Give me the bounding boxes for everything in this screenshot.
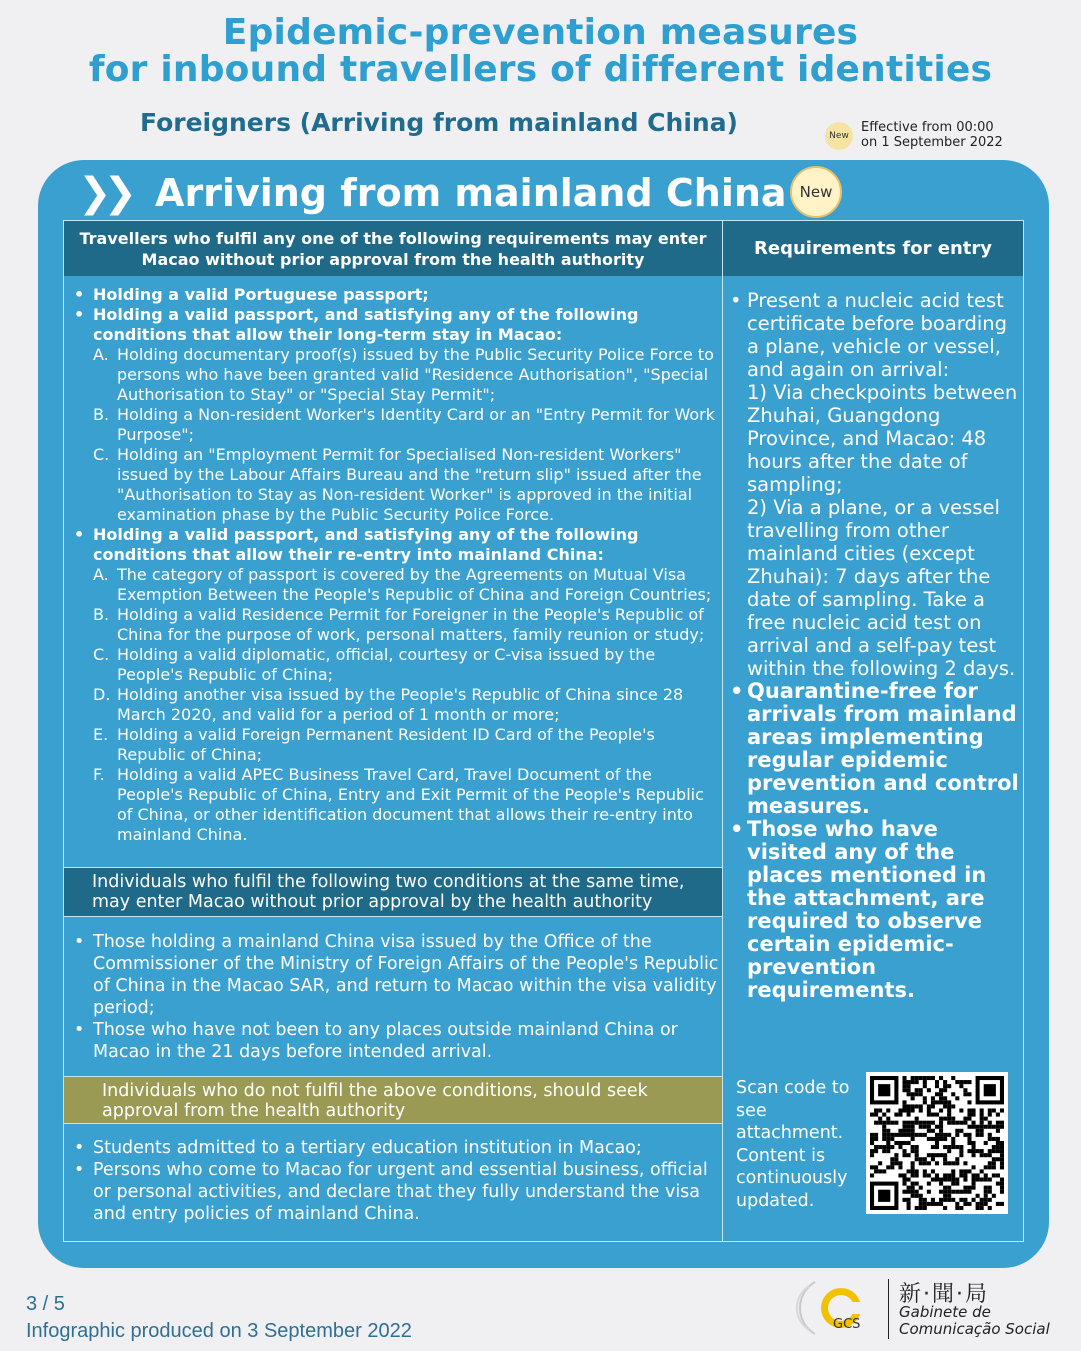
- sub-item-text: Holding an "Employment Permit for Specialised Non-resident Workers" issued by the Labour Affairs Bureau and the "return slip" issued after the "Authorisation to Stay as Non-resident Worker" is approved in the initial examination phase by the Public Security Police Force.: [117, 445, 702, 524]
- list-item: • Holding a valid Portuguese passport;: [74, 285, 719, 305]
- sub-item-text: Holding a valid diplomatic, official, courtesy or C-visa issued by the People's Republic of China;: [117, 645, 656, 684]
- logo-chinese-name: 新·聞·局: [899, 1282, 989, 1307]
- list-item: • Students admitted to a tertiary education institution in Macao;: [74, 1137, 719, 1159]
- list-item: • Holding a valid passport, and satisfying any of the following conditions that allow their re-entry into mainland China:: [74, 525, 719, 565]
- new-badge: New: [790, 166, 842, 218]
- sub-item: [74, 605, 719, 645]
- sub-item-letter: D.: [93, 685, 111, 704]
- sub-item-letter: C.: [93, 645, 110, 664]
- sub-item-letter: E.: [93, 725, 109, 744]
- double-chevron-icon: ❯❯: [78, 170, 130, 216]
- sub-item-letter: A.: [93, 565, 109, 584]
- qr-code-pattern: [870, 1076, 1004, 1210]
- list-item: • Those holding a mainland China visa issued by the Office of the Commissioner of the Ministry of Foreign Affairs of the People's Republic of China in the Macao SAR, and return to Macao within the visa validity period;: [74, 931, 719, 1019]
- table-header-left: Travellers who fulfil any one of the following requirements may enter Macao without prior approval from the health authority: [64, 221, 722, 276]
- gcs-logo-icon: [793, 1272, 865, 1344]
- requirement-text: 2) Via a plane, or a vessel travelling from other mainland cities (except Zhuhai): 7 days after the date of sampling. Take a free nucleic acid test on arrival and a self-pay test within the following 2 days.: [747, 496, 1016, 680]
- sub-item: [74, 765, 719, 845]
- effective-line-1: Effective from 00:00: [861, 120, 994, 135]
- sub-item: [74, 405, 719, 445]
- sub-item: [74, 645, 719, 685]
- sub-item-text: Holding documentary proof(s) issued by the Public Security Police Force to persons who have been granted valid "Residence Authorisation", "Special Authorisation to Stay" or "Special Stay Permit";: [117, 345, 714, 404]
- scan-instructions: Scan code to see attachment. Content is continuously updated.: [736, 1078, 850, 1211]
- logo-pt-line-1: Gabinete de: [899, 1303, 991, 1321]
- effective-line-2: on 1 September 2022: [861, 135, 1003, 150]
- list-item: • Those who have not been to any places outside mainland China or Macao in the 21 days before intended arrival.: [74, 1019, 719, 1063]
- sub-item-text: Holding a valid Residence Permit for Foreigner in the People's Republic of China for the purpose of work, personal matters, family reunion or study;: [117, 605, 705, 644]
- sub-item-letter: C.: [93, 445, 110, 464]
- sub-item-letter: A.: [93, 345, 109, 364]
- title-line-2: for inbound travellers of different identities: [88, 49, 993, 90]
- requirement-item: • Those who have visited any of the places mentioned in the attachment, are required to observe certain epidemic-prevention requirements.: [730, 818, 1020, 1002]
- panel-header: [78, 166, 787, 220]
- sub-item: [74, 565, 719, 605]
- table-header-right: Requirements for entry: [723, 221, 1023, 276]
- panel-title: Arriving from mainland China: [155, 171, 787, 215]
- section2-list: [74, 931, 719, 1063]
- section3-list: [74, 1137, 719, 1225]
- title-line-1: Epidemic-prevention measures: [222, 12, 859, 53]
- sub-item-letter: B.: [93, 405, 110, 424]
- sub-item-letter: F.: [93, 765, 105, 784]
- page-title: [0, 14, 1081, 88]
- sub-item: [74, 445, 719, 525]
- requirement-item: • Quarantine-free for arrivals from mainland areas implementing regular epidemic prevention and control measures.: [730, 680, 1020, 818]
- entry-requirements: [730, 289, 1020, 1002]
- section2-header: Individuals who fulfil the following two conditions at the same time, may enter Macao without prior approval by the health authority: [64, 867, 722, 917]
- effective-date: [861, 120, 1003, 150]
- sub-item-text: Holding a valid Foreign Permanent Resident ID Card of the People's Republic of China;: [117, 725, 655, 764]
- section3-header: Individuals who do not fulfil the above conditions, should seek approval from the health authority: [64, 1076, 722, 1124]
- logo-portuguese-name: [899, 1304, 1050, 1338]
- sub-item: [74, 345, 719, 405]
- requirement-item: [730, 289, 1020, 680]
- section1-list: [74, 285, 719, 845]
- logo-divider: [888, 1279, 889, 1339]
- sub-item-text: Holding a valid APEC Business Travel Card, Travel Document of the People's Republic of China, Entry and Exit Permit of the People's Republic of China, or other identification document that allows their re-entry into mainland China.: [117, 765, 704, 844]
- logo-pt-line-2: Comunicação Social: [899, 1320, 1050, 1338]
- new-badge-small: New: [825, 122, 853, 150]
- sub-item-text: Holding a Non-resident Worker's Identity Card or an "Entry Permit for Work Purpose";: [117, 405, 715, 444]
- table-column-divider: [722, 220, 723, 1242]
- sub-item-text: The category of passport is covered by the Agreements on Mutual Visa Exemption Between the People's Republic of China and Foreign Countries;: [117, 565, 712, 604]
- production-date: Infographic produced on 3 September 2022: [26, 1320, 412, 1342]
- qr-code[interactable]: [866, 1072, 1008, 1214]
- list-item: • Holding a valid passport, and satisfying any of the following conditions that allow their long-term stay in Macao:: [74, 305, 719, 345]
- sub-item-letter: B.: [93, 605, 110, 624]
- sub-item: [74, 685, 719, 725]
- logo-mark-text: GCS: [833, 1317, 861, 1332]
- requirement-text: 1) Via checkpoints between Zhuhai, Guangdong Province, and Macao: 48 hours after the date of sampling;: [747, 381, 1018, 496]
- sub-item-text: Holding another visa issued by the People's Republic of China since 28 March 2020, and valid for a period of 1 month or more;: [117, 685, 684, 724]
- sub-item: [74, 725, 719, 765]
- page-number: 3 / 5: [26, 1293, 65, 1315]
- list-item: • Persons who come to Macao for urgent and essential business, official or personal activities, and declare that they fully understand the visa and entry policies of mainland China.: [74, 1159, 719, 1225]
- requirement-text: • Present a nucleic acid test certificate before boarding a plane, vehicle or vessel, and again on arrival:: [747, 289, 1008, 381]
- footer: [26, 1291, 412, 1345]
- page-subtitle: Foreigners (Arriving from mainland China): [140, 108, 738, 137]
